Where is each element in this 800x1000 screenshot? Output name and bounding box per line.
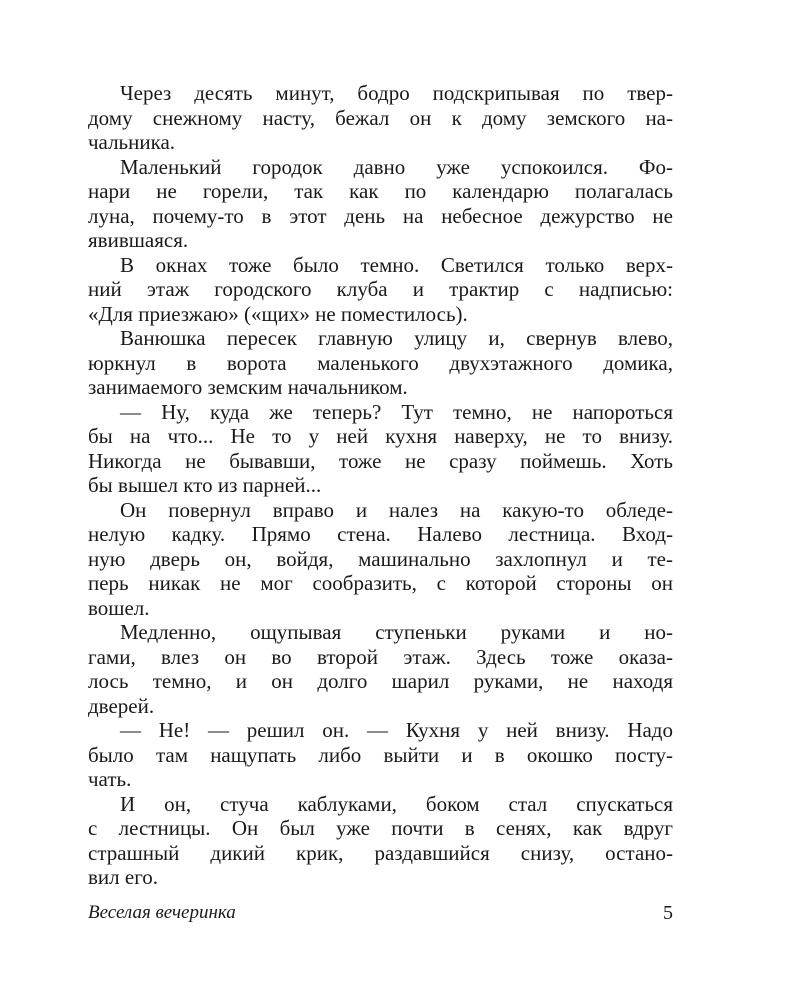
text-line: «Для приезжаю» («щих» не поместилось). [88, 301, 468, 326]
text-line: В окнах тоже было темно. Светился только верх- [120, 252, 673, 277]
text-line: юркнул в ворота маленького двухэтажного домика, [88, 350, 673, 375]
text-line: Маленький городок давно уже успокоился. Фо- [120, 154, 673, 179]
text-line: чальника. [88, 130, 176, 154]
text-line: Медленно, ощупывая ступеньки руками и но- [120, 620, 673, 644]
text-line: вошел. [88, 595, 150, 620]
text-line: И он, стуча каблуками, боком стал спускаться [120, 791, 673, 816]
text-line: — Не! — решил он. — Кухня у ней внизу. Надо [120, 718, 673, 742]
running-title: Веселая вечеринка [88, 902, 236, 923]
text-line: — Ну, куда же теперь? Тут темно, не напороться [120, 399, 673, 424]
text-line: бы вышел кто из парней... [88, 473, 322, 497]
text-line: ную дверь он, войдя, машинально захлопнул и те- [88, 546, 673, 571]
text-line: было там нащупать либо выйти и в окошко посту- [88, 742, 673, 767]
text-line: ний этаж городского клуба и трактир с надписью: [88, 277, 673, 301]
text-line: гами, влез он во второй этаж. Здесь тоже оказа- [88, 644, 673, 669]
text-line: занимаемого земским начальником. [88, 375, 408, 399]
text-line: вил его. [88, 865, 159, 889]
text-line: явившаяся. [88, 228, 189, 252]
text-line: Он повернул вправо и налез на какую-то обледе- [120, 497, 673, 522]
body-text [88, 81, 673, 890]
text-line: чать. [88, 767, 132, 791]
text-line: бы на что... Не то у ней кухня наверху, не то внизу. [88, 424, 673, 448]
text-line: нелую кадку. Прямо стена. Налево лестница. Вход- [88, 522, 673, 546]
text-line: луна, почему-то в этот день на небесное дежурство не [88, 203, 673, 228]
text-line: перь никак не мог сообразить, с которой стороны он [88, 571, 673, 595]
text-line: Ванюшка пересек главную улицу и, свернув влево, [120, 326, 673, 350]
page-number: 5 [663, 902, 673, 924]
text-line: Через десять минут, бодро подскрипывая по твер- [120, 81, 673, 105]
text-line: Никогда не бывавши, тоже не сразу поймешь. Хоть [88, 448, 673, 473]
text-line: с лестницы. Он был уже почти в сенях, как вдруг [88, 816, 673, 840]
text-line: страшный дикий крик, раздавшийся снизу, остано- [88, 840, 673, 865]
text-line: дому снежному насту, бежал он к дому земского на- [88, 105, 673, 130]
text-line: дверей. [88, 693, 155, 718]
text-line: нари не горели, так как по календарю полагалась [88, 179, 673, 203]
text-line: лось темно, и он долго шарил руками, не находя [88, 669, 673, 693]
